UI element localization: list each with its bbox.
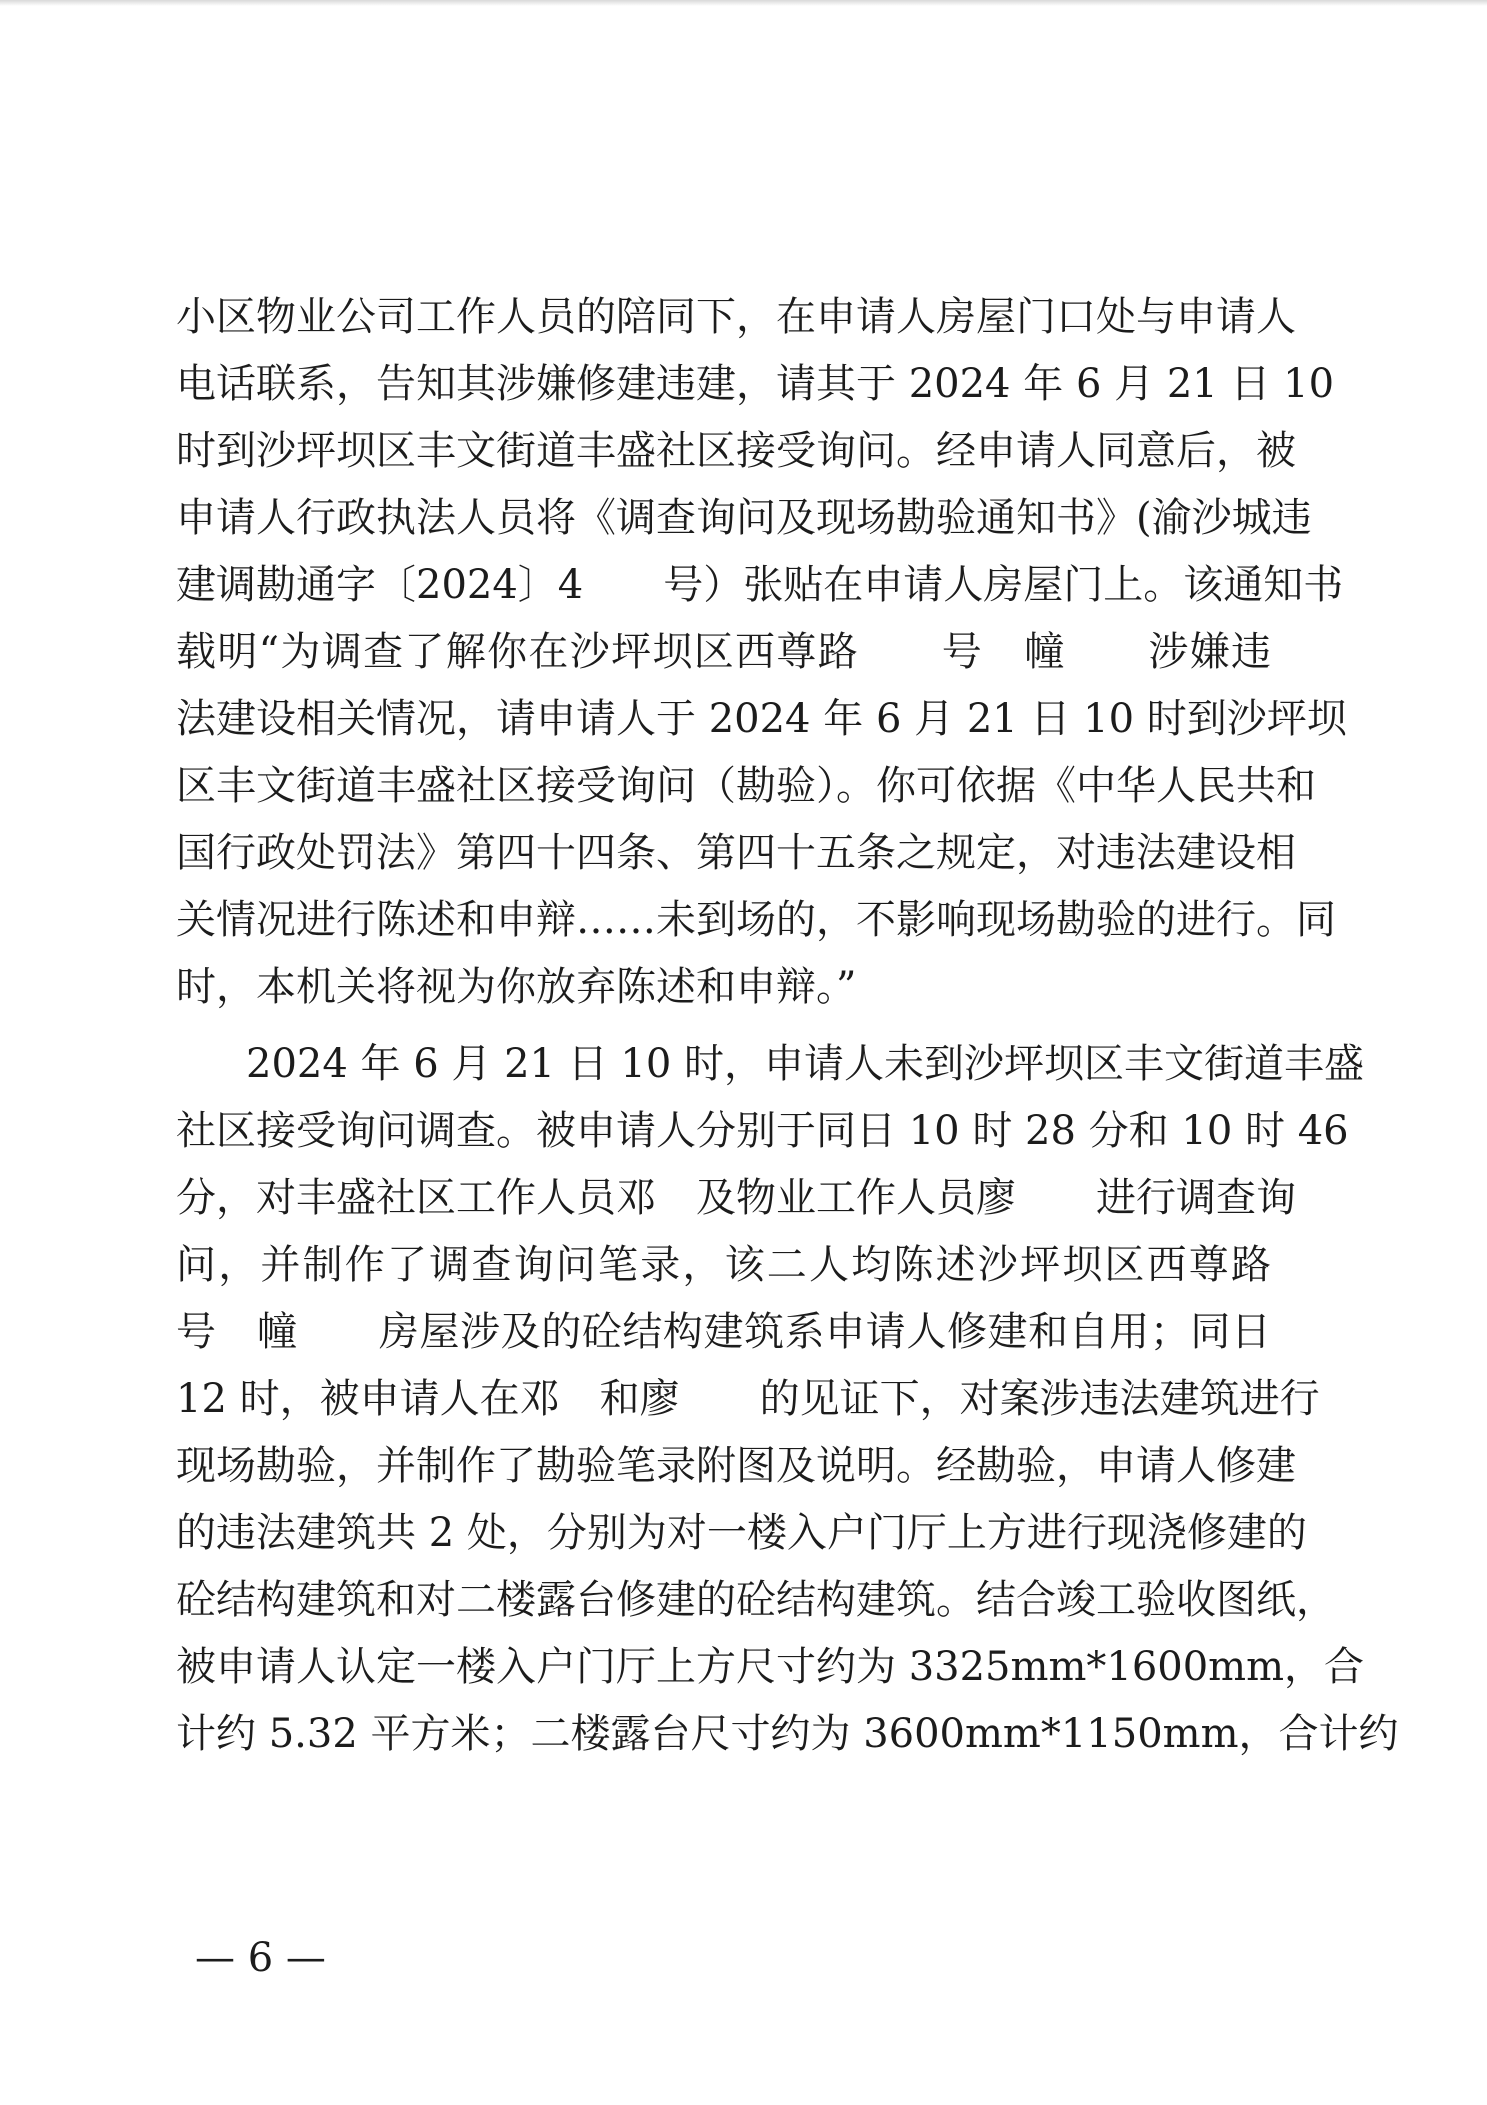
text-line: 法建设相关情况，请申请人于 2024 年 6 月 21 日 10 时到沙坪坝 xyxy=(176,696,1347,742)
text-line: 被申请人认定一楼入户门厅上方尺寸约为 3325mm*1600mm，合 xyxy=(176,1644,1365,1690)
text-line: 问，并制作了调查询问笔录，该二人均陈述沙坪坝区西尊路 xyxy=(176,1242,1271,1288)
text-line: 计约 5.32 平方米；二楼露台尺寸约为 3600mm*1150mm，合计约 xyxy=(176,1711,1399,1757)
text-line: 的违法建筑共 2 处，分别为对一楼入户门厅上方进行现浇修建的 xyxy=(176,1510,1307,1556)
text-line: 砼结构建筑和对二楼露台修建的砼结构建筑。结合竣工验收图纸， xyxy=(176,1577,1336,1623)
text-line: 社区接受询问调查。被申请人分别于同日 10 时 28 分和 10 时 46 xyxy=(176,1108,1349,1154)
text-line: 建调勘通字〔2024〕4 号）张贴在申请人房屋门上。该通知书 xyxy=(176,562,1344,608)
text-line: 载明“为调查了解你在沙坪坝区西尊路 号 幢 涉嫌违 xyxy=(176,629,1271,675)
text-line: 小区物业公司工作人员的陪同下，在申请人房屋门口处与申请人 xyxy=(176,294,1296,340)
text-line: 号 幢 房屋涉及的砼结构建筑系申请人修建和自用；同日 xyxy=(176,1309,1271,1355)
text-line: 分，对丰盛社区工作人员邓 及物业工作人员廖 进行调查询 xyxy=(176,1175,1296,1221)
paragraph-1 xyxy=(176,284,1347,1021)
text-line: 申请人行政执法人员将《调查询问及现场勘验通知书》(渝沙城违 xyxy=(176,495,1312,541)
page-number: — 6 — xyxy=(195,1935,326,1981)
text-line: 现场勘验，并制作了勘验笔录附图及说明。经勘验，申请人修建 xyxy=(176,1443,1296,1489)
paragraph-2 xyxy=(176,1031,1399,1768)
text-line: 时，本机关将视为你放弃陈述和申辩。” xyxy=(176,964,857,1010)
scan-edge xyxy=(0,0,1487,6)
text-line: 国行政处罚法》第四十四条、第四十五条之规定，对违法建设相 xyxy=(176,830,1296,876)
text-line: 关情况进行陈述和申辩……未到场的，不影响现场勘验的进行。同 xyxy=(176,897,1336,943)
text-line: 2024 年 6 月 21 日 10 时，申请人未到沙坪坝区丰文街道丰盛 xyxy=(246,1041,1365,1087)
text-line: 12 时，被申请人在邓 和廖 的见证下，对案涉违法建筑进行 xyxy=(176,1376,1320,1422)
text-line: 电话联系，告知其涉嫌修建违建，请其于 2024 年 6 月 21 日 10 xyxy=(176,361,1335,407)
text-line: 时到沙坪坝区丰文街道丰盛社区接受询问。经申请人同意后，被 xyxy=(176,428,1296,474)
document-body xyxy=(176,284,1399,1768)
text-line: 区丰文街道丰盛社区接受询问（勘验）。你可依据《中华人民共和 xyxy=(176,763,1316,809)
